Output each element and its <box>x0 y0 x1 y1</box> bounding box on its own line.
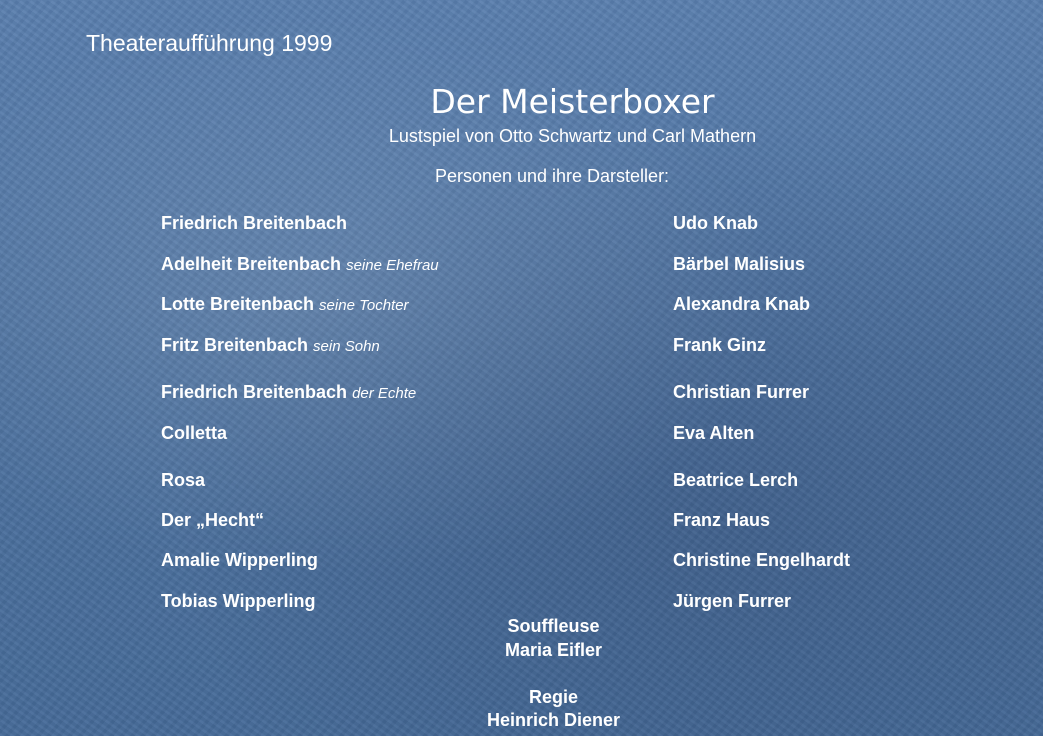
role-label: Rosa <box>161 470 206 490</box>
role-name <box>161 470 205 491</box>
actor-name: Christine Engelhardt <box>673 550 851 570</box>
role-label: Lotte Breitenbach <box>161 294 315 314</box>
role-description: seine Ehefrau <box>346 257 439 274</box>
role-description: seine Tochter <box>319 297 409 314</box>
regie-name: Heinrich Diener <box>486 710 621 730</box>
role-label: Adelheit Breitenbach <box>161 254 342 274</box>
role-name <box>161 591 316 612</box>
actor-name: Beatrice Lerch <box>673 470 799 490</box>
play-title: Der Meisterboxer <box>430 82 715 121</box>
actor-name: Jürgen Furrer <box>673 591 792 611</box>
actor-name: Bärbel Malisius <box>673 254 806 274</box>
actor-name: Udo Knab <box>673 213 758 233</box>
role-description: der Echte <box>352 385 417 402</box>
play-subtitle: Lustspiel von Otto Schwartz und Carl Mathern <box>388 126 757 146</box>
role-label: Der „Hecht“ <box>161 510 265 530</box>
role-name <box>161 550 318 571</box>
role-name <box>161 510 264 531</box>
role-label: Fritz Breitenbach <box>161 335 309 355</box>
role-label: Colletta <box>161 423 228 443</box>
regie-label: Regie <box>528 687 579 707</box>
role-name <box>161 423 227 444</box>
role-name <box>161 294 409 315</box>
role-label: Friedrich Breitenbach <box>161 382 348 402</box>
actor-name: Alexandra Knab <box>673 294 811 314</box>
role-label: Tobias Wipperling <box>161 591 316 611</box>
role-name <box>161 254 439 275</box>
actor-name: Christian Furrer <box>673 382 810 402</box>
actor-name: Eva Alten <box>673 423 755 443</box>
souffleuse-name: Maria Eifler <box>504 640 603 660</box>
role-label: Amalie Wipperling <box>161 550 318 570</box>
souffleuse-label: Souffleuse <box>507 616 600 636</box>
cast-heading: Personen und ihre Darsteller: <box>434 166 670 186</box>
actor-name: Franz Haus <box>673 510 771 530</box>
role-name <box>161 213 347 234</box>
role-name <box>161 335 380 356</box>
actor-name: Frank Ginz <box>673 335 767 355</box>
role-name <box>161 382 416 403</box>
event-title: Theateraufführung 1999 <box>86 30 333 56</box>
role-label: Friedrich Breitenbach <box>161 213 348 233</box>
role-description: sein Sohn <box>313 338 380 355</box>
